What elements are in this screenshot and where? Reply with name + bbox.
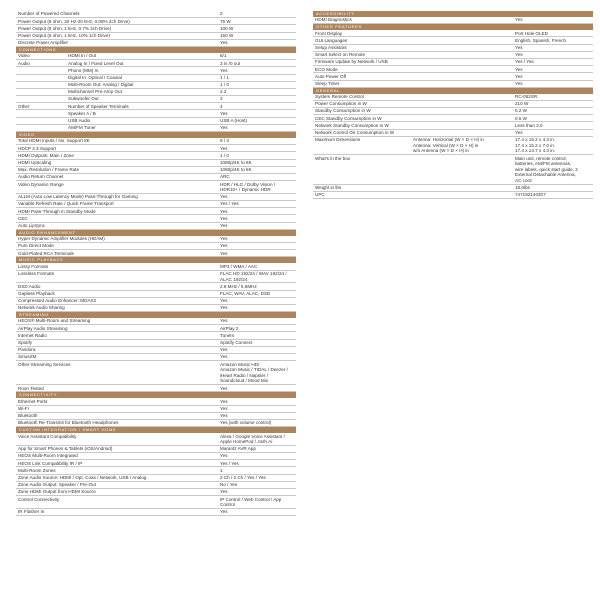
spec-label: Internet Radio <box>18 332 47 338</box>
section-header-general: GENERAL <box>313 88 593 94</box>
section-header-music-playback: MUSIC PLAYBACK <box>16 257 296 263</box>
spec-value-line: Apple HomePod / Josh.Ai <box>220 439 273 445</box>
spec-row <box>16 263 296 270</box>
spec-row <box>313 101 593 108</box>
spec-value: Yes <box>220 405 228 411</box>
spec-row <box>313 137 593 155</box>
spec-category <box>16 75 66 81</box>
spec-value: AirPlay 2 <box>220 325 239 331</box>
spec-row <box>16 194 296 201</box>
spec-value-line: HDR / HLG / Dolby Vision / <box>220 181 276 187</box>
spec-row <box>16 283 296 290</box>
spec-value-line: Amazon Music / TIDAL / Deezer / <box>220 367 288 373</box>
spec-value: 0.5 W <box>515 115 527 121</box>
spec-label: HDMI Upscaling <box>18 159 52 165</box>
spec-value-line: batteries, AM/FM antennas, <box>515 161 572 167</box>
spec-row <box>16 160 296 167</box>
spec-label: USB Audio <box>68 118 91 124</box>
spec-value: 1080p/4K to 8K <box>220 159 252 165</box>
spec-row <box>16 60 296 67</box>
spec-row <box>16 53 296 60</box>
spec-label: Pure Direct Mode <box>18 243 54 249</box>
spec-row <box>313 192 593 199</box>
spec-row <box>16 40 296 47</box>
spec-category <box>16 118 66 124</box>
spec-label: Power Output (6 ohm, 1 kHz, 10% 1ch Drive) <box>18 32 110 38</box>
spec-value-line: 17.4 x 15.2 x 4.3 in. <box>515 137 556 143</box>
spec-row <box>16 385 296 392</box>
section-header-video: VIDEO <box>16 132 296 138</box>
spec-label: HDCP 2.3 Support <box>18 145 56 151</box>
spec-value-line: Alexa / Google Voice Assistant / <box>220 433 285 439</box>
spec-row <box>16 489 296 496</box>
spec-value: Yes <box>515 17 523 23</box>
spec-label: HDMI In / Out <box>68 53 97 59</box>
spec-label: Video Dynamic Range <box>18 181 64 187</box>
section-header-audio-enhancement: AUDIO ENHANCEMENT <box>16 230 296 236</box>
section-header-accessibility: ACCESSIBILITY <box>313 11 593 17</box>
spec-label: AirPlay Audio Streaming <box>18 325 68 331</box>
spec-sublabels-line: Antenna: Vertical (W × D × H) in <box>413 142 479 148</box>
spec-value: Yes <box>515 52 523 58</box>
section-header-connections: CONNECTIONS <box>16 47 296 53</box>
spec-label: Zone HDMI Output from HDMI Source <box>18 489 96 495</box>
spec-row <box>16 67 296 74</box>
spec-value: 2 <box>220 96 223 102</box>
spec-row <box>313 94 593 101</box>
spec-value-line: Soundcloud / Mood Mix <box>220 378 269 384</box>
spec-row <box>16 325 296 332</box>
spec-row <box>16 318 296 325</box>
spec-value: FLAC, WAV, ALAC, DSD <box>220 290 271 296</box>
spec-label: IR Flasher In <box>18 509 45 515</box>
spec-value: Yes <box>220 243 228 249</box>
spec-category <box>16 82 66 88</box>
spec-label: Analog In / Fixed Level Out <box>68 60 124 66</box>
spec-label: Auto Power Off <box>315 73 347 79</box>
spec-value-line: wire labels, quick start guide, 2 <box>515 166 578 172</box>
spec-value: 210 W <box>515 101 529 107</box>
spec-value <box>218 271 296 283</box>
spec-label: Roon Tested <box>18 385 44 391</box>
spec-value: Yes <box>220 250 228 256</box>
spec-label: Gapless Playback <box>18 290 55 296</box>
spec-row <box>16 103 296 110</box>
spec-value: 1 / 0 <box>220 82 229 88</box>
spec-label: Maximum Dimensions <box>315 137 361 143</box>
spec-row <box>16 208 296 215</box>
spec-label: Front Display <box>315 30 343 36</box>
spec-label: Control Connectivity <box>18 496 60 502</box>
spec-value: 0.2 W <box>515 108 527 114</box>
spec-label: Power Consumption in W <box>315 101 367 107</box>
spec-value: 3 in /0 out <box>220 60 241 66</box>
spec-label: Lossless Formats <box>18 270 54 276</box>
spec-value: Yes <box>220 489 228 495</box>
spec-label: Max. Resolution / Frame Rate <box>18 167 80 173</box>
spec-row <box>16 271 296 284</box>
spec-row <box>16 398 296 405</box>
spec-row <box>16 110 296 117</box>
spec-label: Digital In: Optical / Coaxial <box>68 74 122 80</box>
spec-row <box>16 340 296 347</box>
spec-label: SiriusXM <box>18 354 37 360</box>
spec-row <box>313 17 593 24</box>
spec-row <box>16 332 296 339</box>
spec-label: App for Smart Phones & Tablets (iOS/Android) <box>18 446 113 452</box>
spec-value-line: Control <box>220 502 235 508</box>
spec-category <box>16 110 66 116</box>
spec-row <box>313 108 593 115</box>
spec-row <box>313 115 593 122</box>
spec-label: Ethernet Ports <box>18 398 48 404</box>
spec-row <box>16 138 296 145</box>
spec-value: TuneIn <box>220 332 235 338</box>
spec-row <box>16 420 296 427</box>
spec-label: HEOS Multi-Room Integrated <box>18 453 78 459</box>
spec-row <box>16 460 296 467</box>
spec-value: Yes <box>220 385 228 391</box>
spec-label: Total HDMI Inputs / No. Support 8K <box>18 138 90 144</box>
spec-value-line: IP Control / Web Control / App <box>220 496 282 502</box>
spec-row <box>16 125 296 132</box>
spec-value: 1 / 0 <box>220 152 229 158</box>
spec-label: HDMI Diagnostics <box>315 17 352 23</box>
spec-label: Gold-Plated RCA Terminals <box>18 250 74 256</box>
spec-value-line: HDR10+ / Dynamic HDR <box>220 187 271 193</box>
spec-row <box>313 37 593 44</box>
spec-row <box>16 243 296 250</box>
spec-value: Yes / Yes <box>515 59 534 65</box>
spec-label: GUI Languages <box>315 37 348 43</box>
spec-label: UPC <box>315 192 325 198</box>
spec-row <box>16 475 296 482</box>
spec-value-line: Main unit, remote control, <box>515 155 567 161</box>
spec-row <box>16 82 296 89</box>
spec-value: 1 <box>220 467 223 473</box>
spec-value: Yes <box>515 66 523 72</box>
spec-value: 1 / 1 <box>220 74 229 80</box>
spec-label: Discrete Power Amplifier <box>18 40 69 46</box>
spec-value: Marantz AVR App <box>220 446 256 452</box>
spec-row <box>16 89 296 96</box>
spec-value: Yes <box>515 130 523 136</box>
spec-row <box>16 467 296 474</box>
spec-value-line: External Detachable Antenna, <box>515 172 576 178</box>
spec-value: Yes <box>220 509 228 515</box>
spec-label: HDMI Pass-Through in Standby Mode <box>18 208 96 214</box>
spec-label: Firmware Update by Network / USB <box>315 59 388 65</box>
spec-row <box>313 155 593 185</box>
spec-column-right <box>313 11 593 199</box>
spec-value <box>513 137 593 154</box>
spec-row <box>313 73 593 80</box>
spec-row <box>16 433 296 446</box>
spec-value: Port Hole OLED <box>515 30 548 36</box>
spec-row <box>16 354 296 361</box>
spec-label: Sleep Timer <box>315 80 340 86</box>
spec-label: HDMI Outputs: Main / Zone <box>18 152 74 158</box>
spec-label: HEOS® Multi-Room and Streaming <box>18 318 91 324</box>
spec-label: Hyper Dynamic Amplifier Modules (HDAM) <box>18 236 105 242</box>
spec-label: CEC Standby Consumption in W <box>315 115 382 121</box>
spec-label: Audio Return Channel <box>18 174 64 180</box>
spec-row <box>16 96 296 103</box>
section-header-custom-integration-smart-home: CUSTOM INTEGRATION / SMART HOME <box>16 427 296 433</box>
spec-category <box>16 125 66 131</box>
spec-label: Bluetooth <box>18 413 38 419</box>
spec-value: Yes <box>220 40 228 46</box>
spec-value: 75 W <box>220 18 231 24</box>
spec-label: Multi-Room Out: Analog / Digital <box>68 82 134 88</box>
spec-row <box>16 446 296 453</box>
spec-label: Subwoofer Out <box>68 96 99 102</box>
spec-label: Multi-Room Zones <box>18 467 56 473</box>
spec-label: Setup Assistant <box>315 44 347 50</box>
spec-value: Yes <box>220 398 228 404</box>
spec-label: Smart Select on Remote <box>315 52 366 58</box>
spec-row <box>16 167 296 174</box>
spec-label: DSD Audio <box>18 283 41 289</box>
spec-label: Number of Powered Channels <box>18 11 80 17</box>
spec-label: HEOS Link Compatibility IR / IP <box>18 460 83 466</box>
spec-label: Auto LipSync <box>18 223 46 229</box>
spec-value: 100 W <box>220 25 234 31</box>
spec-row <box>16 201 296 208</box>
spec-value: 2.8 MHz / 5.6MHz <box>220 283 257 289</box>
spec-row <box>16 347 296 354</box>
spec-row <box>16 509 296 516</box>
spec-row <box>313 122 593 129</box>
spec-value: 6 / 3 <box>220 138 229 144</box>
spec-label: Power Output (8 ohm, 20 Hz-20 kHz, 0.08% 2ch Drive) <box>18 18 130 24</box>
spec-value: Yes <box>220 194 228 200</box>
spec-value <box>513 155 593 184</box>
spec-value: 6/1 <box>220 53 227 59</box>
spec-label: Other Streaming Services <box>18 361 71 367</box>
spec-category <box>16 96 66 102</box>
spec-value: Yes <box>515 80 523 86</box>
spec-value: Yes <box>220 208 228 214</box>
spec-row <box>313 81 593 88</box>
spec-row <box>313 130 593 137</box>
spec-label: Speaker A / B <box>68 110 96 116</box>
spec-value: Yes <box>220 305 228 311</box>
spec-label: Voice Assistant Compatibility <box>18 433 77 439</box>
spec-row <box>313 30 593 37</box>
spec-category <box>16 89 66 95</box>
spec-sublabels-line: w/o Antenna (W × D × H) in <box>413 148 469 154</box>
spec-row <box>313 59 593 66</box>
spec-value: Yes <box>220 223 228 229</box>
spec-category: Audio <box>18 60 30 66</box>
spec-value: Yes <box>220 453 228 459</box>
spec-row <box>16 215 296 222</box>
spec-row <box>16 25 296 32</box>
spec-row <box>16 298 296 305</box>
spec-row <box>16 305 296 312</box>
spec-value-line: iHeart Radio / Napster / <box>220 372 268 378</box>
spec-category <box>16 67 66 73</box>
spec-label: Lossy Formats <box>18 263 49 269</box>
spec-row <box>16 174 296 181</box>
spec-value: Yes <box>220 145 228 151</box>
spec-value: Yes <box>220 67 228 73</box>
spec-category: Other <box>18 103 30 109</box>
spec-row <box>16 482 296 489</box>
spec-label: CEC <box>18 215 28 221</box>
spec-value: No / Yes <box>220 482 238 488</box>
spec-row <box>16 496 296 509</box>
spec-label: Pandora <box>18 347 36 353</box>
spec-value: Yes <box>220 110 228 116</box>
spec-sublabels-line: Antenna: Horizontal (W × D × H) in <box>413 137 484 143</box>
spec-value <box>218 361 296 384</box>
spec-label: Standby Consumption in W <box>315 108 371 114</box>
spec-value: Yes <box>220 125 228 131</box>
spec-label: Compressed Audio Enhancer: MDAX2 <box>18 298 97 304</box>
spec-value: Yes / Yes <box>220 201 239 207</box>
spec-value: ARC <box>220 174 230 180</box>
spec-value <box>218 181 296 193</box>
spec-value: Yes (with volume control) <box>220 420 272 426</box>
spec-value: RC-052SR <box>515 94 538 100</box>
spec-value: 150 W <box>220 32 234 38</box>
spec-label: Network Control On Consumption in W <box>315 130 395 136</box>
spec-label: Network Standby Consumption in W <box>315 122 389 128</box>
spec-value: MP3 / WMA / AAC <box>220 263 258 269</box>
spec-value-line: AC cord <box>515 177 532 183</box>
spec-label: Weight in lbs <box>315 185 342 191</box>
spec-row <box>16 413 296 420</box>
spec-value-line: 17.4 x 15.2 x 7.0 in. <box>515 142 556 148</box>
spec-value-line: 17.4 x 14.7 x 4.3 in. <box>515 148 556 154</box>
spec-value: Yes <box>220 347 228 353</box>
spec-row <box>313 45 593 52</box>
spec-value: Yes <box>220 318 228 324</box>
spec-row <box>16 18 296 25</box>
section-header-streaming: STREAMING <box>16 312 296 318</box>
spec-value: Spotify Connect <box>220 340 253 346</box>
spec-value: 4 <box>220 103 223 109</box>
spec-label: Power Output (8 ohm, 1 kHz, 0.7% 2ch Drive) <box>18 25 112 31</box>
spec-label: Spotify <box>18 340 33 346</box>
spec-sublabels <box>411 137 513 154</box>
spec-label: ALLM (Auto Low Latency Mode) Pass-Through for Gaming <box>18 194 138 200</box>
spec-row <box>16 291 296 298</box>
spec-row <box>16 152 296 159</box>
spec-column-left <box>16 11 296 516</box>
spec-value: 747192140207 <box>515 192 546 198</box>
spec-value: English, Spanish, French <box>515 37 567 43</box>
spec-row <box>313 185 593 192</box>
spec-row <box>16 250 296 257</box>
spec-row <box>16 181 296 194</box>
spec-label: Number of Speaker Terminals <box>68 103 129 109</box>
spec-label: ECO Mode <box>315 66 338 72</box>
spec-value: Yes <box>220 413 228 419</box>
spec-label: Variable Refresh Rate / Quick Frame Transport <box>18 201 114 207</box>
spec-row <box>313 66 593 73</box>
spec-value: Yes <box>220 354 228 360</box>
spec-label: Network Audio Sharing <box>18 305 65 311</box>
section-header-other-features: OTHER FEATURES <box>313 24 593 30</box>
spec-value: Yes <box>220 298 228 304</box>
spec-value: 18.6lbs <box>515 185 530 191</box>
spec-row <box>16 361 296 385</box>
spec-row <box>16 223 296 230</box>
spec-value: USB A (Host) <box>220 118 248 124</box>
spec-row <box>16 33 296 40</box>
spec-value-line: ALAC 192/24 <box>220 276 248 282</box>
spec-row <box>16 145 296 152</box>
spec-label: Zone Audio Source: HDMI / Opt, Coax / Network, USB / Analog <box>18 475 147 481</box>
spec-row <box>313 52 593 59</box>
spec-row <box>16 453 296 460</box>
spec-row <box>16 75 296 82</box>
spec-value-line: Amazon Music HD/ <box>220 361 260 367</box>
spec-value: 2.2 <box>220 89 227 95</box>
spec-value: Yes / Yes <box>220 460 239 466</box>
spec-label: Zone Audio Output: Speaker / Pre-Out <box>18 482 96 488</box>
spec-value-line: FLAC HD 192/24 / WAV 192/24 / <box>220 270 287 276</box>
spec-value: 2 <box>220 11 223 17</box>
spec-label: AM/FM Tuner <box>68 125 96 131</box>
spec-row <box>16 406 296 413</box>
spec-label: System Remote Control <box>315 94 364 100</box>
spec-category: Video <box>18 53 30 59</box>
section-header-connectivity: CONNECTIVITY <box>16 392 296 398</box>
spec-label: Phono (MM) In <box>68 67 99 73</box>
spec-value: 1080p/4K to 8K <box>220 167 252 173</box>
spec-value: Yes <box>220 236 228 242</box>
spec-value: Yes <box>515 44 523 50</box>
spec-label: Wi-Fi <box>18 405 29 411</box>
spec-value: Less than 2.0 <box>515 122 543 128</box>
spec-row <box>16 11 296 18</box>
spec-label: Multichannel Pre-Amp Out <box>68 89 122 95</box>
spec-value <box>218 433 296 445</box>
spec-value: Yes <box>220 215 228 221</box>
spec-row <box>16 236 296 243</box>
spec-label: Bluetooth Re-Transmit for Bluetooth Headphones <box>18 420 119 426</box>
spec-value <box>218 496 296 508</box>
spec-value: 2 Ch / 2 Ch / Yes / Yes <box>220 475 266 481</box>
spec-value: Yes <box>515 73 523 79</box>
spec-label: What's in the box <box>315 155 351 161</box>
spec-row <box>16 118 296 125</box>
